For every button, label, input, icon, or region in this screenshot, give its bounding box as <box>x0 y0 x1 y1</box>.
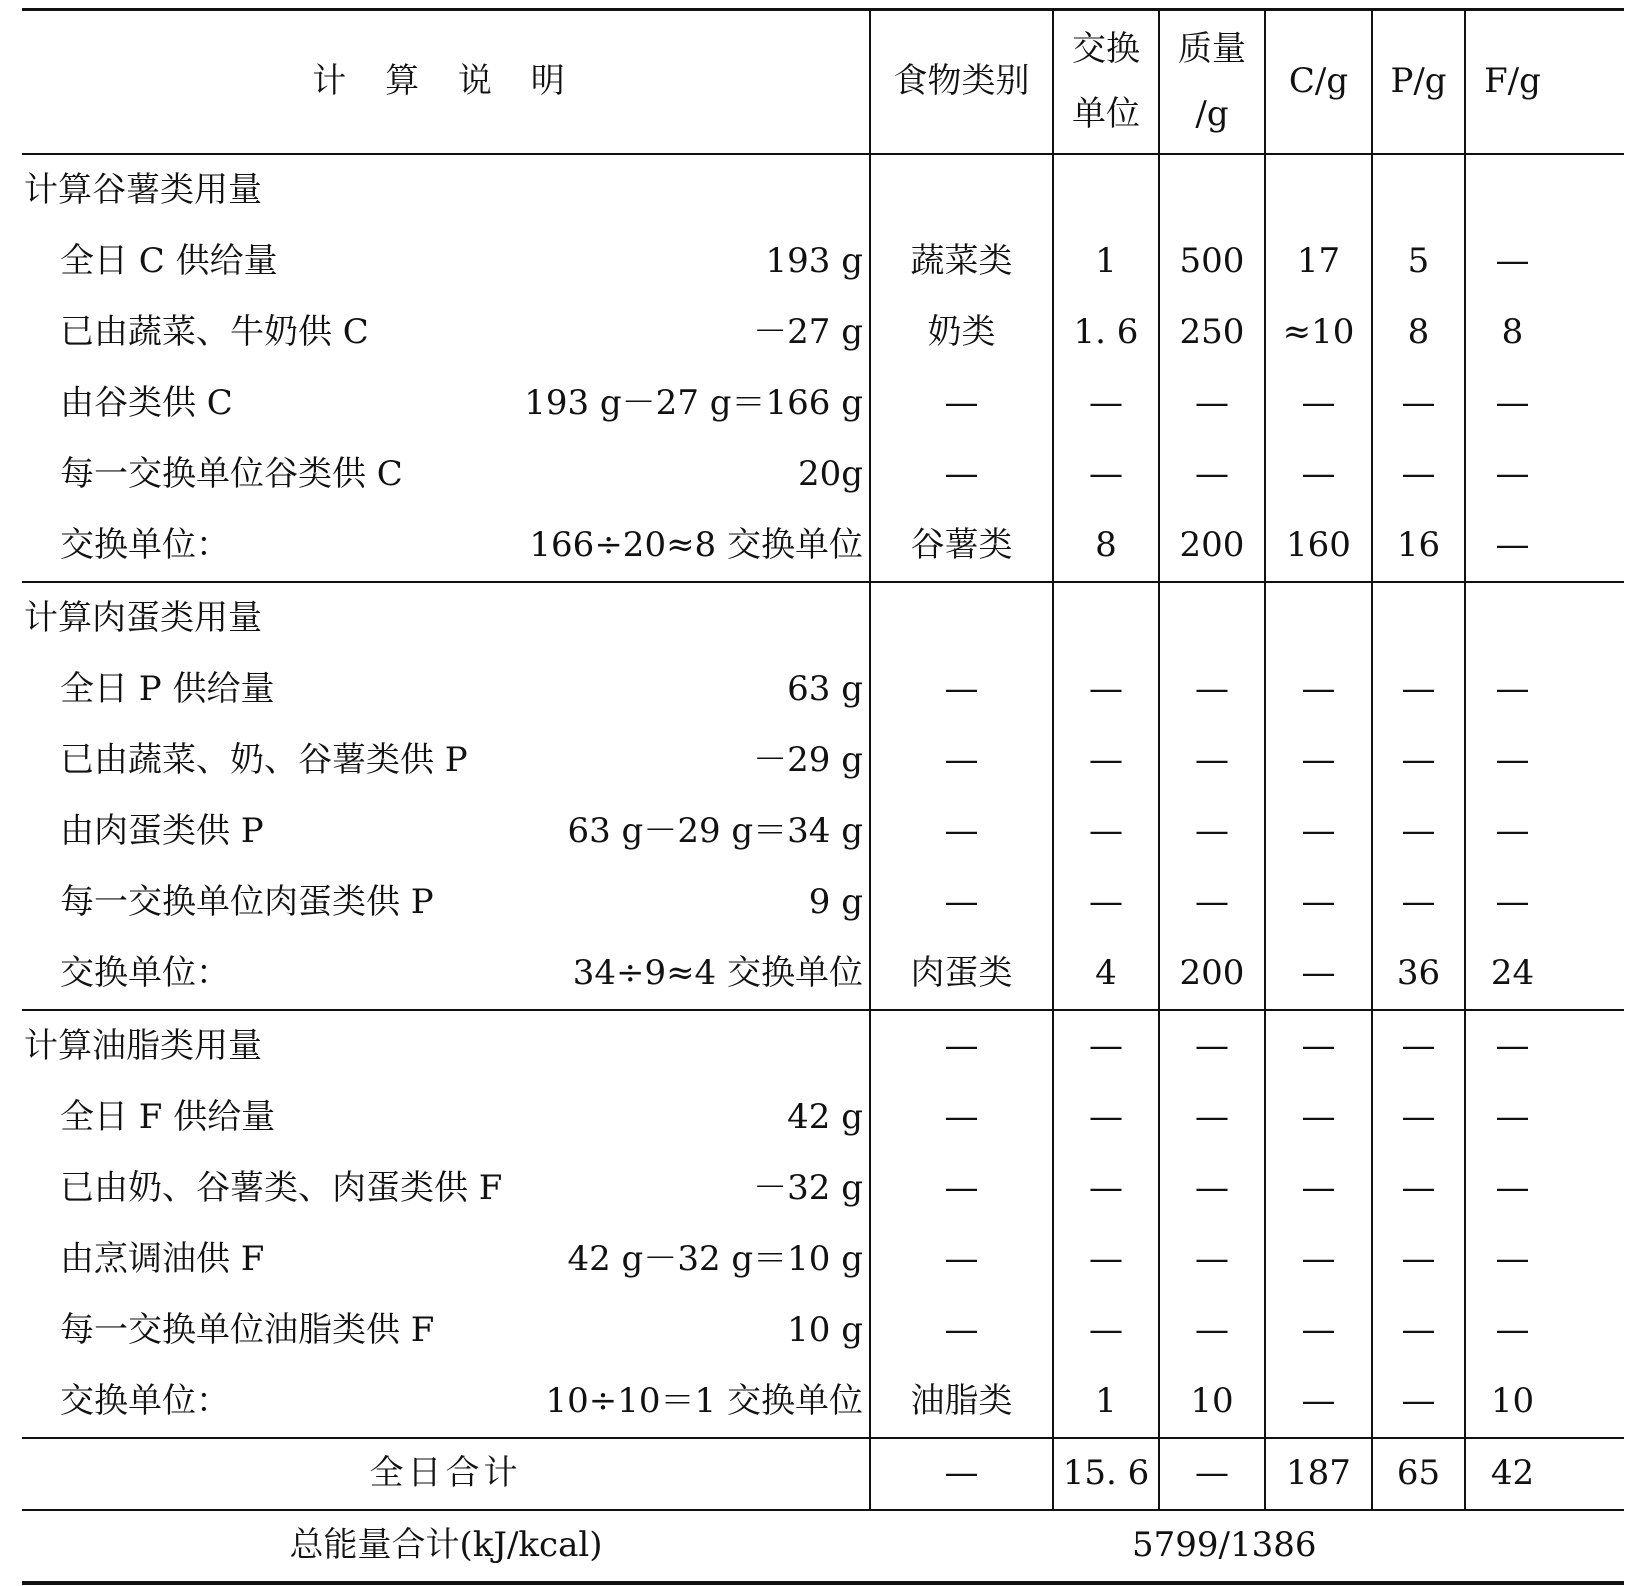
description-cell <box>22 867 870 938</box>
header-mass: 质量 /g <box>1159 10 1265 155</box>
trailing-cell <box>1559 654 1624 725</box>
food-category-cell: — <box>870 796 1053 867</box>
fat-cell: — <box>1465 796 1559 867</box>
description-label: 计算油脂类用量 <box>24 1025 262 1066</box>
carbohydrate-cell: — <box>1265 1010 1372 1082</box>
exchange-units-cell: — <box>1053 1224 1159 1295</box>
fat-cell <box>1465 582 1559 654</box>
description-cell <box>22 1153 870 1224</box>
protein-cell: — <box>1372 867 1465 938</box>
carbohydrate-cell: — <box>1265 867 1372 938</box>
mass-cell: 200 <box>1159 510 1265 582</box>
mass-cell: — <box>1159 654 1265 725</box>
food-category-cell: 肉蛋类 <box>870 938 1053 1010</box>
description-cell <box>22 510 870 582</box>
trailing-cell <box>1559 725 1624 796</box>
description-value: 42 g－32 g＝10 g <box>567 1238 863 1279</box>
description-cell <box>22 582 870 654</box>
section-row <box>22 154 1624 226</box>
table-row <box>22 226 1624 297</box>
fat-cell: — <box>1465 510 1559 582</box>
mass-cell: 200 <box>1159 938 1265 1010</box>
trailing-cell <box>1559 867 1624 938</box>
trailing-cell <box>1559 1153 1624 1224</box>
total-carbohydrate: 187 <box>1265 1438 1372 1510</box>
description-cell <box>22 226 870 297</box>
mass-cell: — <box>1159 796 1265 867</box>
protein-cell: — <box>1372 1224 1465 1295</box>
trailing-cell <box>1559 1010 1624 1082</box>
exchange-units-cell: 8 <box>1053 510 1159 582</box>
description-value: －32 g <box>753 1167 863 1208</box>
description-value: 42 g <box>787 1096 863 1137</box>
trailing-cell <box>1559 1366 1624 1438</box>
description-label: 全日 F 供给量 <box>60 1096 276 1137</box>
description-value: 63 g－29 g＝34 g <box>567 810 863 851</box>
description-value: 193 g－27 g＝166 g <box>524 382 863 423</box>
table-row <box>22 510 1624 582</box>
protein-cell: — <box>1372 368 1465 439</box>
table-row <box>22 938 1624 1010</box>
table-row <box>22 1082 1624 1153</box>
trailing-cell <box>1559 1438 1624 1510</box>
protein-cell: 5 <box>1372 226 1465 297</box>
exchange-units-cell: 1 <box>1053 226 1159 297</box>
table-row <box>22 439 1624 510</box>
table-row <box>22 1366 1624 1438</box>
carbohydrate-cell: 160 <box>1265 510 1372 582</box>
fat-cell: — <box>1465 368 1559 439</box>
description-value: 166÷20≈8 交换单位 <box>529 524 863 565</box>
description-label: 每一交换单位油脂类供 F <box>60 1309 435 1350</box>
daily-total-label-text: 全日合计 <box>369 1453 522 1494</box>
description-cell <box>22 796 870 867</box>
exchange-units-cell: — <box>1053 867 1159 938</box>
mass-cell: 10 <box>1159 1366 1265 1438</box>
food-category-cell <box>870 582 1053 654</box>
protein-cell: — <box>1372 1366 1465 1438</box>
mass-cell: — <box>1159 725 1265 796</box>
mass-cell: — <box>1159 1224 1265 1295</box>
food-category-cell: 谷薯类 <box>870 510 1053 582</box>
description-value: 9 g <box>808 881 863 922</box>
mass-cell: — <box>1159 368 1265 439</box>
total-exchange-units: 15. 6 <box>1053 1438 1159 1510</box>
protein-cell: — <box>1372 1153 1465 1224</box>
description-cell <box>22 1366 870 1438</box>
description-value: 20g <box>797 453 863 494</box>
food-category-cell: — <box>870 439 1053 510</box>
description-label: 交换单位： <box>60 952 230 993</box>
food-category-cell: — <box>870 368 1053 439</box>
table-row <box>22 796 1624 867</box>
description-value: 63 g <box>787 668 863 709</box>
total-food-category: — <box>870 1438 1053 1510</box>
food-category-cell: 蔬菜类 <box>870 226 1053 297</box>
description-label: 已由奶、谷薯类、肉蛋类供 F <box>60 1167 503 1208</box>
header-protein: P/g <box>1372 10 1465 155</box>
fat-cell: — <box>1465 654 1559 725</box>
mass-cell: — <box>1159 1010 1265 1082</box>
exchange-units-cell: — <box>1053 1295 1159 1366</box>
description-label: 由烹调油供 F <box>60 1238 265 1279</box>
carbohydrate-cell: — <box>1265 725 1372 796</box>
description-label: 计算肉蛋类用量 <box>24 597 262 638</box>
table-row <box>22 1153 1624 1224</box>
description-cell <box>22 1224 870 1295</box>
table-row <box>22 368 1624 439</box>
table-header-row <box>22 10 1624 155</box>
mass-cell: 250 <box>1159 297 1265 368</box>
description-label: 每一交换单位肉蛋类供 P <box>60 881 434 922</box>
trailing-cell <box>1559 938 1624 1010</box>
trailing-cell <box>1559 1082 1624 1153</box>
table-row <box>22 725 1624 796</box>
fat-cell: — <box>1465 725 1559 796</box>
daily-total-row <box>22 1438 1624 1510</box>
food-category-cell: 奶类 <box>870 297 1053 368</box>
carbohydrate-cell: — <box>1265 938 1372 1010</box>
trailing-cell <box>1559 439 1624 510</box>
protein-cell: — <box>1372 1295 1465 1366</box>
description-label: 全日 P 供给量 <box>60 668 275 709</box>
total-protein: 65 <box>1372 1438 1465 1510</box>
description-value: 10 g <box>787 1309 863 1350</box>
protein-cell: — <box>1372 796 1465 867</box>
carbohydrate-cell <box>1265 154 1372 226</box>
total-mass: — <box>1159 1438 1265 1510</box>
nutrition-calculation-table-wrapper <box>22 8 1624 1585</box>
fat-cell: — <box>1465 226 1559 297</box>
fat-cell: 10 <box>1465 1366 1559 1438</box>
mass-cell: — <box>1159 867 1265 938</box>
trailing-cell <box>1559 297 1624 368</box>
description-cell <box>22 297 870 368</box>
exchange-units-cell: — <box>1053 439 1159 510</box>
description-label: 由谷类供 C <box>60 382 233 423</box>
description-cell <box>22 154 870 226</box>
exchange-units-cell: — <box>1053 796 1159 867</box>
description-cell <box>22 439 870 510</box>
food-category-cell: — <box>870 1153 1053 1224</box>
trailing-cell <box>1559 1224 1624 1295</box>
section-row <box>22 582 1624 654</box>
fat-cell: — <box>1465 1224 1559 1295</box>
description-value: －27 g <box>753 311 863 352</box>
header-fat: F/g <box>1465 10 1559 155</box>
table-row <box>22 1295 1624 1366</box>
description-label: 由肉蛋类供 P <box>60 810 264 851</box>
description-value: 34÷9≈4 交换单位 <box>572 952 863 993</box>
exchange-units-cell: — <box>1053 654 1159 725</box>
fat-cell: 8 <box>1465 297 1559 368</box>
table-row <box>22 867 1624 938</box>
fat-cell: — <box>1465 867 1559 938</box>
food-category-cell: — <box>870 1010 1053 1082</box>
exchange-units-cell: — <box>1053 725 1159 796</box>
carbohydrate-cell: — <box>1265 368 1372 439</box>
trailing-cell <box>1559 368 1624 439</box>
carbohydrate-cell: — <box>1265 1224 1372 1295</box>
description-cell <box>22 725 870 796</box>
carbohydrate-cell: — <box>1265 439 1372 510</box>
trailing-cell <box>1559 1295 1624 1366</box>
description-value: 193 g <box>765 240 863 281</box>
trailing-cell <box>1559 510 1624 582</box>
header-trailing-space <box>1559 10 1624 155</box>
description-cell <box>22 1010 870 1082</box>
food-category-cell: — <box>870 1082 1053 1153</box>
description-cell <box>22 654 870 725</box>
table-row <box>22 654 1624 725</box>
food-category-cell: — <box>870 725 1053 796</box>
exchange-units-cell: — <box>1053 1153 1159 1224</box>
daily-total-label <box>22 1438 870 1510</box>
description-label: 交换单位： <box>60 524 230 565</box>
food-category-cell: — <box>870 867 1053 938</box>
total-energy-value: 5799/1386 <box>870 1510 1624 1583</box>
carbohydrate-cell: — <box>1265 1153 1372 1224</box>
trailing-cell <box>1559 582 1624 654</box>
header-description: 计 算 说 明 <box>22 10 870 155</box>
description-cell <box>22 1295 870 1366</box>
description-label: 交换单位： <box>60 1380 230 1421</box>
carbohydrate-cell: ≈10 <box>1265 297 1372 368</box>
fat-cell <box>1465 154 1559 226</box>
protein-cell: — <box>1372 439 1465 510</box>
fat-cell: — <box>1465 1010 1559 1082</box>
food-category-cell: — <box>870 1224 1053 1295</box>
protein-cell: — <box>1372 654 1465 725</box>
mass-cell: — <box>1159 1153 1265 1224</box>
exchange-units-cell: — <box>1053 1082 1159 1153</box>
food-category-cell: — <box>870 654 1053 725</box>
protein-cell: — <box>1372 1082 1465 1153</box>
food-category-cell: 油脂类 <box>870 1366 1053 1438</box>
fat-cell: — <box>1465 1153 1559 1224</box>
description-label: 每一交换单位谷类供 C <box>60 453 403 494</box>
protein-cell <box>1372 154 1465 226</box>
exchange-units-cell: 1 <box>1053 1366 1159 1438</box>
trailing-cell <box>1559 796 1624 867</box>
description-cell <box>22 938 870 1010</box>
nutrition-calculation-table <box>22 8 1624 1585</box>
description-value: 10÷10＝1 交换单位 <box>545 1380 863 1421</box>
protein-cell <box>1372 582 1465 654</box>
header-food-category: 食物类别 <box>870 10 1053 155</box>
protein-cell: 8 <box>1372 297 1465 368</box>
total-fat: 42 <box>1465 1438 1559 1510</box>
description-cell <box>22 368 870 439</box>
table-row <box>22 1224 1624 1295</box>
mass-cell: — <box>1159 439 1265 510</box>
header-carbohydrate: C/g <box>1265 10 1372 155</box>
exchange-units-cell: 4 <box>1053 938 1159 1010</box>
fat-cell: — <box>1465 1082 1559 1153</box>
header-exchange-units: 交换 单位 <box>1053 10 1159 155</box>
description-cell <box>22 1082 870 1153</box>
carbohydrate-cell: — <box>1265 1082 1372 1153</box>
description-value: －29 g <box>753 739 863 780</box>
table-row <box>22 297 1624 368</box>
fat-cell: — <box>1465 439 1559 510</box>
trailing-cell <box>1559 154 1624 226</box>
exchange-units-cell: — <box>1053 368 1159 439</box>
carbohydrate-cell: 17 <box>1265 226 1372 297</box>
exchange-units-cell <box>1053 154 1159 226</box>
total-energy-label: 总能量合计(kJ/kcal) <box>22 1510 870 1583</box>
carbohydrate-cell: — <box>1265 1366 1372 1438</box>
mass-cell: 500 <box>1159 226 1265 297</box>
protein-cell: 16 <box>1372 510 1465 582</box>
protein-cell: 36 <box>1372 938 1465 1010</box>
protein-cell: — <box>1372 1010 1465 1082</box>
mass-cell <box>1159 154 1265 226</box>
description-label: 已由蔬菜、牛奶供 C <box>60 311 369 352</box>
carbohydrate-cell: — <box>1265 796 1372 867</box>
fat-cell: — <box>1465 1295 1559 1366</box>
section-row <box>22 1010 1624 1082</box>
exchange-units-cell: 1. 6 <box>1053 297 1159 368</box>
carbohydrate-cell: — <box>1265 654 1372 725</box>
trailing-cell <box>1559 226 1624 297</box>
food-category-cell <box>870 154 1053 226</box>
food-category-cell: — <box>870 1295 1053 1366</box>
description-label: 已由蔬菜、奶、谷薯类供 P <box>60 739 468 780</box>
mass-cell: — <box>1159 1295 1265 1366</box>
table-body <box>22 154 1624 1583</box>
total-energy-row <box>22 1510 1624 1583</box>
description-label: 计算谷薯类用量 <box>24 169 262 210</box>
fat-cell: 24 <box>1465 938 1559 1010</box>
description-label: 全日 C 供给量 <box>60 240 278 281</box>
exchange-units-cell <box>1053 582 1159 654</box>
protein-cell: — <box>1372 725 1465 796</box>
exchange-units-cell: — <box>1053 1010 1159 1082</box>
carbohydrate-cell: — <box>1265 1295 1372 1366</box>
carbohydrate-cell <box>1265 582 1372 654</box>
mass-cell <box>1159 582 1265 654</box>
mass-cell: — <box>1159 1082 1265 1153</box>
